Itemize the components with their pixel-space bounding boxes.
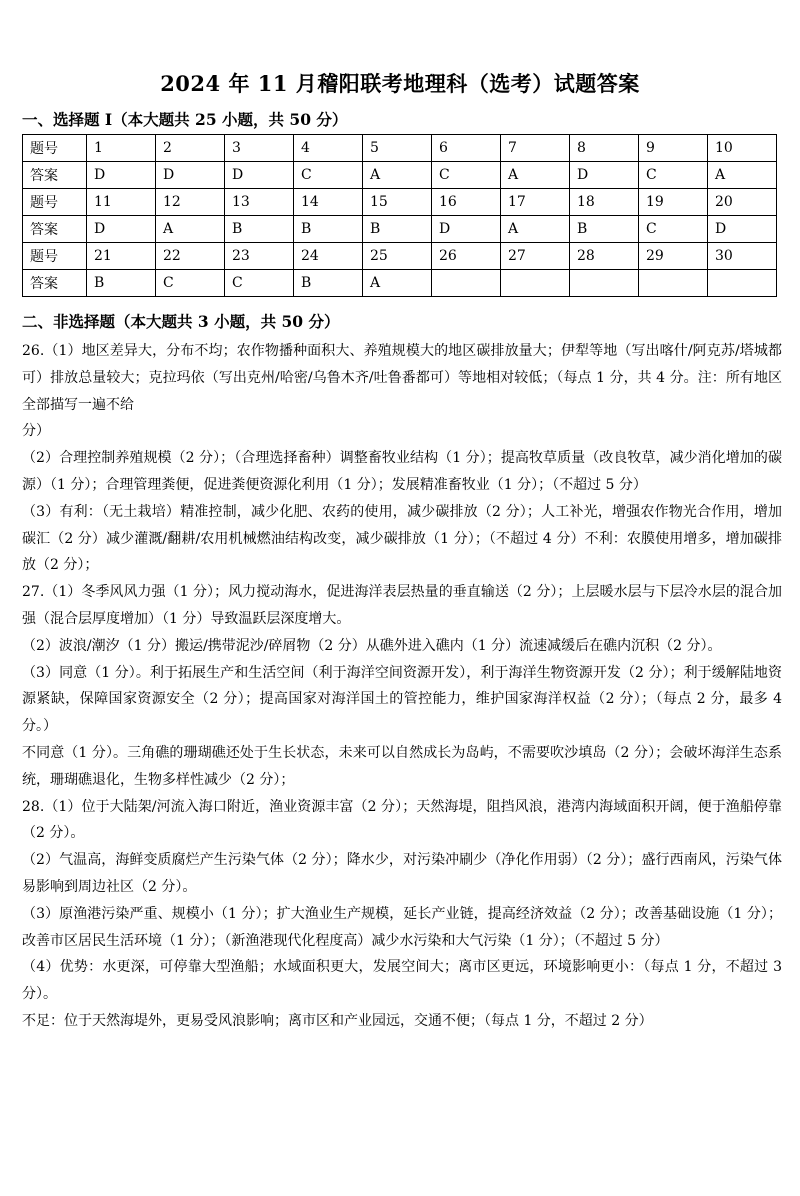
table-cell: 10 [708,135,777,162]
answer-paragraph: 不同意（1 分）。三角礁的珊瑚礁还处于生长状态，未来可以自然成长为岛屿，不需要吹沙填岛（2 分）；会破坏海洋生态系统，珊瑚礁退化，生物多样性减少（2 分）； [22,744,782,788]
table-cell: B [570,216,639,243]
row-label: 答案 [23,216,87,243]
table-cell: 13 [225,189,294,216]
table-cell: B [225,216,294,243]
table-cell: 28 [570,243,639,270]
answer-table [22,134,777,297]
table-cell: D [87,216,156,243]
table-cell [501,270,570,297]
table-cell: 19 [639,189,708,216]
table-cell: C [156,270,225,297]
table-cell: 18 [570,189,639,216]
table-cell: 22 [156,243,225,270]
table-cell: C [639,162,708,189]
table-cell: 24 [294,243,363,270]
table-cell: 7 [501,135,570,162]
table-row [23,162,777,189]
answer-paragraph: （3）同意（1 分）。利于拓展生产和生活空间（利于海洋空间资源开发），利于海洋生物资源开发（2 分）；利于缓解陆地资源紧缺，保障国家资源安全（2 分）；提高国家对海洋国土的管控能力，维护国家海洋权益（2 分）；（每点 2 分，最多 4 分。） [22,664,782,735]
table-cell: C [432,162,501,189]
table-cell: 23 [225,243,294,270]
table-cell: 30 [708,243,777,270]
table-cell: 5 [363,135,432,162]
table-cell [570,270,639,297]
table-cell: 17 [501,189,570,216]
answer-paragraph: 不足：位于天然海堤外，更易受风浪影响；离市区和产业园远，交通不便；（每点 1 分，不超过 2 分） [22,1012,653,1029]
table-cell: A [156,216,225,243]
table-cell [432,270,501,297]
table-cell: D [87,162,156,189]
table-cell: B [363,216,432,243]
table-cell: 12 [156,189,225,216]
table-row [23,243,777,270]
section2-heading: 二、非选择题（本大题共 3 小题，共 50 分） [22,312,340,331]
table-cell: 29 [639,243,708,270]
table-cell: 26 [432,243,501,270]
table-cell: D [156,162,225,189]
table-cell: 9 [639,135,708,162]
table-cell: 27 [501,243,570,270]
table-cell: A [363,270,432,297]
answer-paragraph: 分） [22,423,50,440]
table-cell: D [570,162,639,189]
answer-paragraph: 27.（1）冬季风风力强（1 分）；风力搅动海水，促进海洋表层热量的垂直输送（2 分）；上层暖水层与下层冷水层的混合加强（混合层厚度增加）（1 分）导致温跃层深度增大。 [22,584,782,627]
table-cell: 11 [87,189,156,216]
table-cell: A [708,162,777,189]
table-cell: 16 [432,189,501,216]
answer-paragraph: （2）合理控制养殖规模（2 分）；（合理选择畜种）调整畜牧业结构（1 分）；提高牧草质量（改良牧草，减少消化增加的碳源）（1 分）；合理管理粪便，促进粪便资源化利用（1 分）；发展精准畜牧业（1 分）；（不超过 5 分） [22,450,782,493]
answer-paragraph: （4）优势：水更深，可停靠大型渔船；水域面积更大，发展空间大；离市区更远，环境影响更小：（每点 1 分，不超过 3 分）。 [22,959,782,1003]
table-cell: 14 [294,189,363,216]
answer-paragraph: （3）有利：（无土栽培）精准控制，减少化肥、农药的使用，减少碳排放（2 分）；人工补光，增强农作物光合作用，增加碳汇（2 分）减少灌溉/翻耕/农用机械燃油结构改变，减少碳排放（1 分）；（不超过 4 分）不利：农膜使用增多，增加碳排放（2 分）； [22,503,782,574]
answer-paragraph: 28.（1）位于大陆架/河流入海口附近，渔业资源丰富（2 分）；天然海堤，阻挡风浪，港湾内海域面积开阔，便于渔船停靠（2 分）。 [22,798,782,842]
table-cell [708,270,777,297]
row-label: 答案 [23,162,87,189]
table-cell: 21 [87,243,156,270]
row-label: 答案 [23,270,87,297]
table-cell: C [294,162,363,189]
row-label: 题号 [23,135,87,162]
table-cell: A [501,216,570,243]
table-row [23,135,777,162]
table-cell: B [294,216,363,243]
table-cell: D [225,162,294,189]
answer-paragraph: 26.（1）地区差异大，分布不均；农作物播种面积大、养殖规模大的地区碳排放量大；伊犁等地（写出喀什/阿克苏/塔城都可）排放总量较大；克拉玛依（写出克州/哈密/乌鲁木齐/吐鲁番都可）等地相对较低；（每点 1 分，共 4 分。注：所有地区全部描写一遍不给 [22,343,782,413]
table-cell: B [87,270,156,297]
table-cell: A [501,162,570,189]
table-cell: 15 [363,189,432,216]
table-cell: D [708,216,777,243]
page-title: 2024 年 11 月稽阳联考地理科（选考）试题答案 [160,71,640,96]
answer-body [22,338,782,1035]
table-cell: 6 [432,135,501,162]
row-label: 题号 [23,243,87,270]
table-cell: 8 [570,135,639,162]
table-cell: 2 [156,135,225,162]
table-cell: C [225,270,294,297]
table-cell [639,270,708,297]
table-cell: 25 [363,243,432,270]
table-cell: 20 [708,189,777,216]
table-cell: C [639,216,708,243]
table-cell: 4 [294,135,363,162]
row-label: 题号 [23,189,87,216]
answer-paragraph: （2）波浪/潮汐（1 分）搬运/携带泥沙/碎屑物（2 分）从礁外进入礁内（1 分）流速减缓后在礁内沉积（2 分）。 [22,637,722,654]
table-row [23,270,777,297]
table-row [23,216,777,243]
answer-paragraph: （2）气温高，海鲜变质腐烂产生污染气体（2 分）；降水少，对污染冲刷少（净化作用弱）（2 分）；盛行西南风，污染气体易影响到周边社区（2 分）。 [22,852,782,895]
section1-heading: 一、选择题 I（本大题共 25 小题，共 50 分） [22,110,348,129]
table-cell: 3 [225,135,294,162]
table-cell: D [432,216,501,243]
table-cell: 1 [87,135,156,162]
table-cell: A [363,162,432,189]
table-row [23,189,777,216]
table-cell: B [294,270,363,297]
answer-paragraph: （3）原渔港污染严重、规模小（1 分）；扩大渔业生产规模，延长产业链，提高经济效益（2 分）；改善基础设施（1 分）；改善市区居民生活环境（1 分）；（新渔港现代化程度高）减少水污染和大气污染（1 分）；（不超过 5 分） [22,905,782,949]
